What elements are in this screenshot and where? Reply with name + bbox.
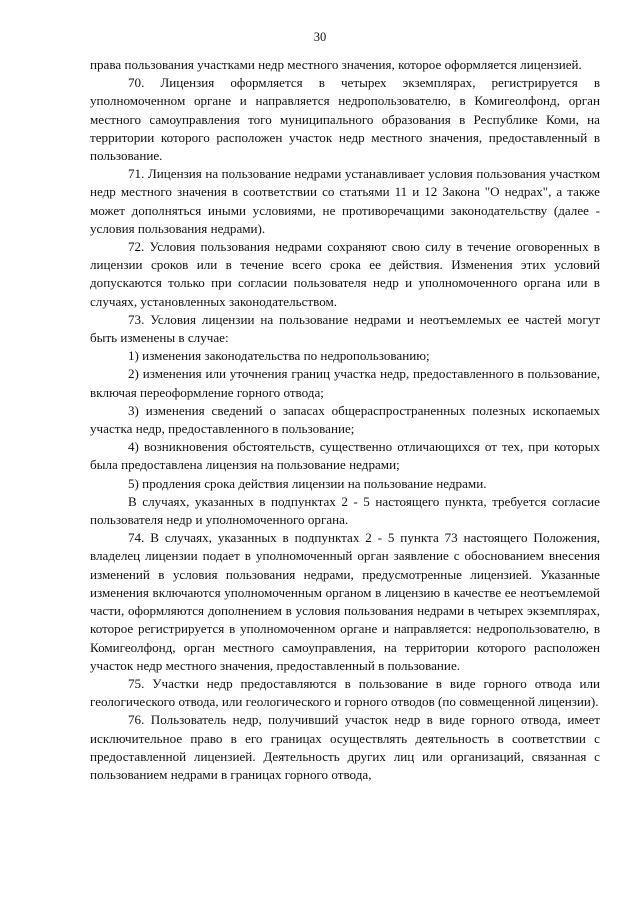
paragraph-70: 70. Лицензия оформляется в четырех экземплярах, регистрируется в уполномоченном органе и направляется недропользователю, в Комигеолфонд, орган местного самоуправления того муниципального образования в Республике Коми, на территории которого расположен участок недр местного значения, предоставленный в пользование.: [90, 75, 600, 164]
paragraph-75: 75. Участки недр предоставляются в пользование в виде горного отвода или геологического отвода, или геологического и горного отводов (по совмещенной лицензии).: [90, 675, 600, 710]
paragraph-continuation: права пользования участками недр местного значения, которое оформляется лицензией.: [90, 57, 582, 72]
page-number: 30: [313, 30, 327, 44]
paragraph-73: 73. Условия лицензии на пользование недрами и неотъемлемых ее частей могут быть изменены в случае:: [90, 311, 600, 346]
paragraph-72: 72. Условия пользования недрами сохраняют свою силу в течение оговоренных в лицензии сроков или в течение всего срока ее действия. Изменения этих условий допускаются только при согласии пользователя недр и уполномоченного органа или в случаях, установленных законодательством.: [90, 239, 600, 309]
paragraph-76: 76. Пользователь недр, получивший участок недр в виде горного отвода, имеет исключительное право в его границах осуществлять деятельность в соответствии с предоставленной лицензией. Деятельность других лиц или организаций, связанная с пользованием недрами в границах горного отвода,: [90, 712, 600, 782]
subitem-73-4: 4) возникновения обстоятельств, существенно отличающихся от тех, при которых была предоставлена лицензия на пользование недрами;: [90, 439, 600, 473]
paragraph-73-note: В случаях, указанных в подпунктах 2 - 5 настоящего пункта, требуется согласие пользователя недр и уполномоченного органа.: [90, 493, 600, 528]
document-body: [90, 56, 600, 784]
paragraph-74: 74. В случаях, указанных в подпунктах 2 - 5 пункта 73 настоящего Положения, владелец лицензии подает в уполномоченный орган заявление с обоснованием внесения изменений в условия пользования недрами, предусмотренные лицензией. Указанные изменения включаются уполномоченным органом в лицензию в качестве ее неотъемлемой части, оформляются дополнением в условия пользования недрами в четырех экземплярах, которое регистрируется в уполномоченном органе и направляется: недропользователю, в Комигеолфонд, орган местного самоуправления, на территории которого расположен участок недр местного значения, предоставленный в пользование.: [90, 530, 600, 673]
subitem-73-1: 1) изменения законодательства по недропользованию;: [128, 348, 430, 364]
paragraph-71: 71. Лицензия на пользование недрами устанавливает условия пользования участком недр местного значения в соответствии со статьями 11 и 12 Закона "О недрах", а также может дополняться иными условиями, не противоречащими законодательству (далее - условия пользования недрами).: [90, 166, 600, 236]
subitem-73-3: 3) изменения сведений о запасах общераспространенных полезных ископаемых участка недр, предоставленного в пользование;: [90, 402, 600, 437]
subitem-73-2: 2) изменения или уточнения границ участка недр, предоставленного в пользование, включая переоформление горного отвода;: [90, 366, 600, 400]
subitem-73-5: 5) продления срока действия лицензии на пользование недрами.: [128, 475, 487, 491]
